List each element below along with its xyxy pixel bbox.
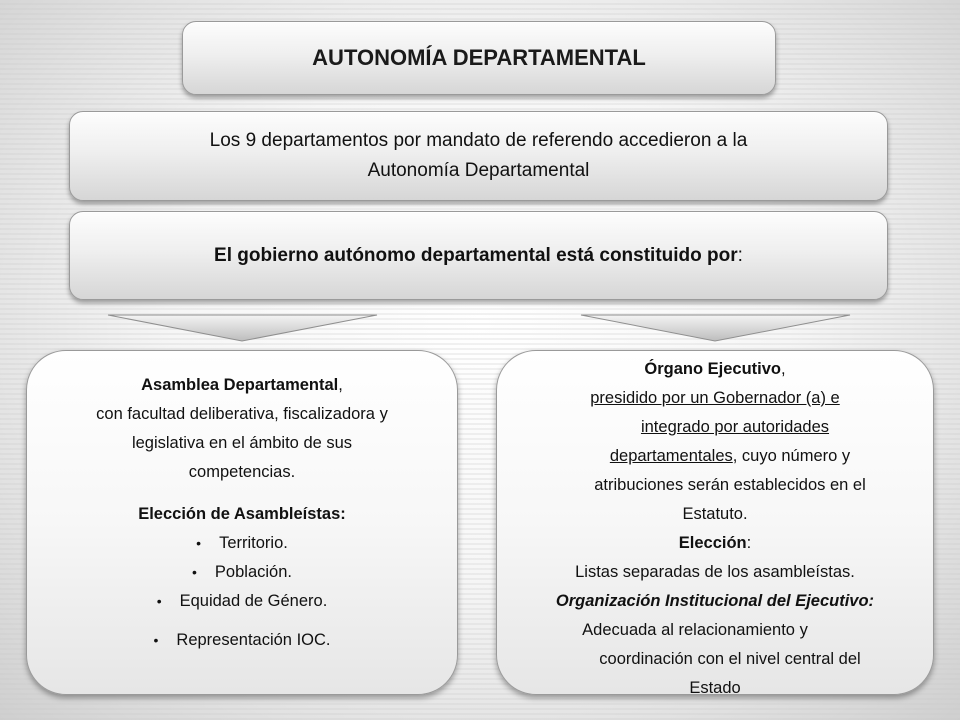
bullet-icon: • bbox=[153, 632, 159, 648]
election-text: Listas separadas de los asambleístas. bbox=[575, 563, 855, 581]
page-title: AUTONOMÍA DEPARTAMENTAL bbox=[312, 45, 646, 70]
intro-line-2: Autonomía Departamental bbox=[367, 160, 590, 181]
list-item: • Equidad de Género. bbox=[27, 587, 457, 616]
election-label-suffix: : bbox=[746, 534, 752, 552]
executive-line-1: presidido por un Gobernador (a) e bbox=[590, 389, 840, 407]
org-line-1: Adecuada al relacionamiento y bbox=[582, 621, 808, 639]
title-box bbox=[182, 21, 776, 95]
executive-line-5: Estatuto. bbox=[682, 505, 748, 523]
right-arrow bbox=[578, 312, 853, 344]
executive-line-3-rest: , cuyo número y bbox=[732, 447, 851, 465]
assembly-desc-1: con facultad deliberativa, fiscalizadora y bbox=[96, 405, 388, 423]
left-arrow bbox=[105, 312, 380, 344]
election-criteria-list bbox=[27, 529, 457, 655]
executive-heading-suffix: , bbox=[781, 360, 786, 378]
assembly-desc-2: legislativa en el ámbito de sus bbox=[131, 434, 353, 452]
bullet-icon: • bbox=[156, 593, 162, 609]
org-line-2: coordinación con el nivel central del bbox=[599, 650, 861, 668]
org-line-3: Estado bbox=[689, 679, 741, 697]
executive-panel bbox=[496, 350, 934, 695]
government-box bbox=[69, 211, 888, 300]
intro-line-1: Los 9 departamentos por mandato de referendo accedieron a la bbox=[209, 130, 748, 151]
government-text: El gobierno autónomo departamental está constituido por bbox=[214, 244, 738, 266]
executive-line-3-underlined: departamentales bbox=[609, 447, 733, 465]
executive-line-2: integrado por autoridades bbox=[640, 418, 830, 436]
intro-box bbox=[69, 111, 888, 201]
government-suffix: : bbox=[737, 244, 743, 266]
assembly-desc-3: competencias. bbox=[188, 463, 296, 481]
executive-heading: Órgano Ejecutivo bbox=[644, 360, 781, 378]
assembly-heading-suffix: , bbox=[338, 376, 343, 394]
org-heading: Organización Institucional del Ejecutivo: bbox=[555, 592, 875, 610]
list-item: • Población. bbox=[27, 558, 457, 587]
assembly-panel bbox=[26, 350, 458, 695]
bullet-icon: • bbox=[196, 535, 202, 551]
election-label: Elección bbox=[678, 534, 747, 552]
list-item: • Representación IOC. bbox=[27, 626, 457, 655]
list-item: • Territorio. bbox=[27, 529, 457, 558]
election-heading: Elección de Asambleístas: bbox=[138, 505, 346, 523]
bullet-icon: • bbox=[192, 564, 197, 580]
executive-line-4: atribuciones serán establecidos en el bbox=[594, 476, 866, 494]
assembly-heading: Asamblea Departamental bbox=[141, 376, 339, 394]
